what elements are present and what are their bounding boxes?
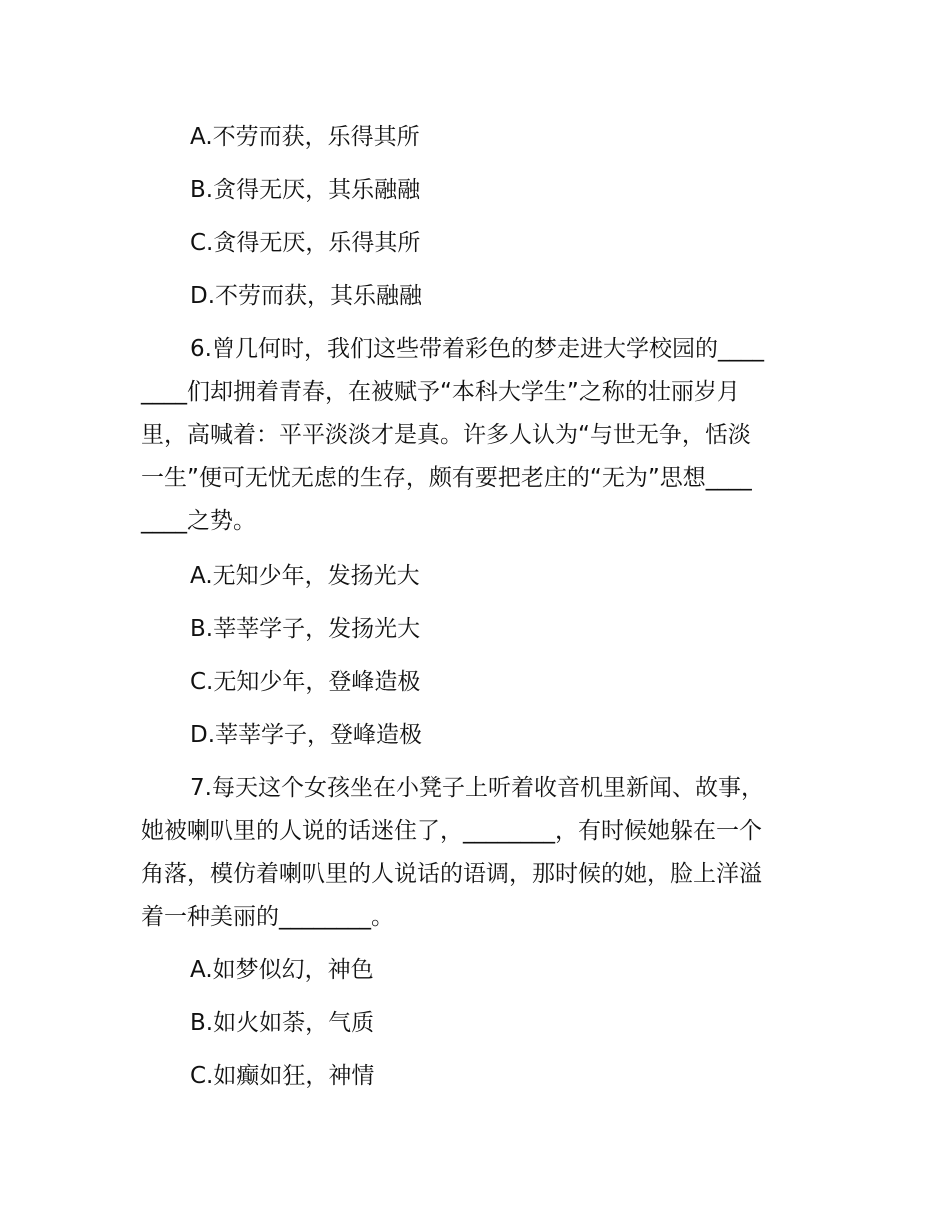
q6-line-4: 一生”便可无忧无虑的生存，颇有要把老庄的“无为”思想____ <box>141 465 752 491</box>
q7-line-2: 她被喇叭里的人说的话迷住了，________，有时候她躲在一个 <box>141 818 762 844</box>
q6-line-3: 里，高喊着：平平淡淡才是真。许多人认为“与世无争，恬淡 <box>141 422 751 448</box>
q6-line-1: 6.曾几何时，我们这些带着彩色的梦走进大学校园的____ <box>190 336 764 362</box>
q7-option-b: B.如火如荼，气质 <box>190 1010 375 1036</box>
q7-line-4: 着一种美丽的________。 <box>141 904 394 930</box>
q6-option-a: A.无知少年，发扬光大 <box>190 563 420 589</box>
q6-line-5: ____之势。 <box>141 508 256 534</box>
q5-option-a: A.不劳而获，乐得其所 <box>190 124 420 150</box>
q6-option-b: B.莘莘学子，发扬光大 <box>190 616 421 642</box>
q6-option-c: C.无知少年，登峰造极 <box>190 669 421 695</box>
q7-line-1: 7.每天这个女孩坐在小凳子上听着收音机里新闻、故事， <box>190 775 764 801</box>
q6-line-2: ____们却拥着青春，在被赋予“本科大学生”之称的壮丽岁月 <box>141 379 740 405</box>
q7-line-3: 角落，模仿着喇叭里的人说话的语调，那时候的她，脸上洋溢 <box>141 861 762 887</box>
q5-option-c: C.贪得无厌，乐得其所 <box>190 230 421 256</box>
q7-option-c: C.如癫如狂，神情 <box>190 1063 375 1089</box>
q6-option-d: D.莘莘学子，登峰造极 <box>190 722 423 748</box>
q5-option-b: B.贪得无厌，其乐融融 <box>190 177 421 203</box>
q7-option-a: A.如梦似幻，神色 <box>190 957 374 983</box>
q5-option-d: D.不劳而获，其乐融融 <box>190 283 423 309</box>
